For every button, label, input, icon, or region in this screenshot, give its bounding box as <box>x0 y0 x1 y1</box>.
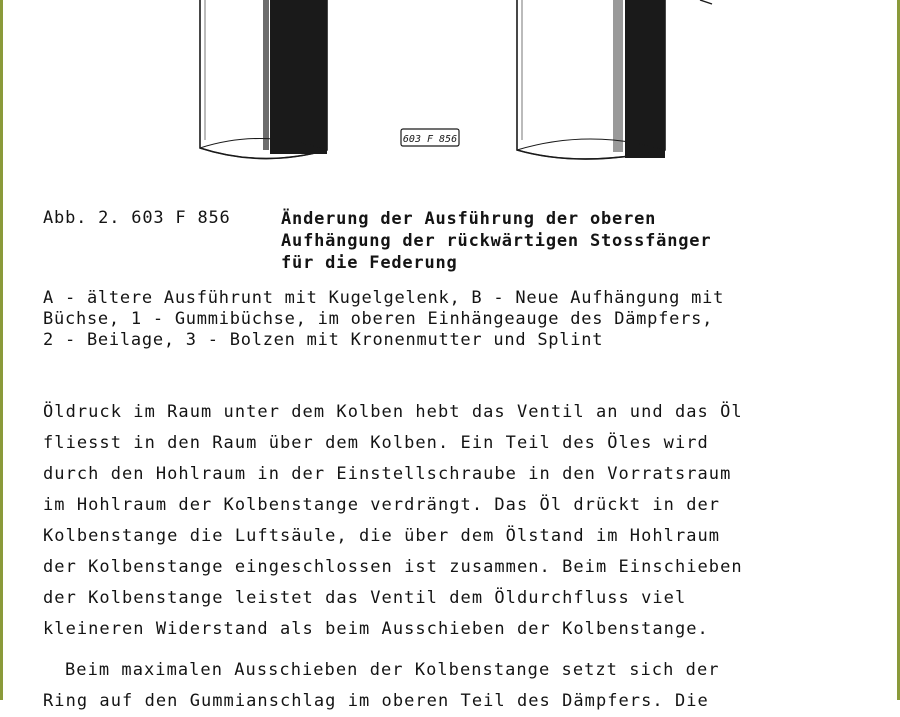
figure-label-text: 603 F 856 <box>402 134 458 145</box>
paragraph-line: der Kolbenstange eingeschlossen ist zusammen. Beim Einschieben <box>43 557 743 577</box>
cylinder-left <box>200 0 327 159</box>
paragraph-line: im Hohlraum der Kolbenstange verdrängt. Das Öl drückt in der <box>43 495 721 515</box>
paragraph-line: Ring auf den Gummianschlag im oberen Teil des Dämpfers. Die <box>43 691 709 711</box>
legend-line: A - ältere Ausführunt mit Kugelgelenk, B - Neue Aufhängung mit <box>43 288 725 308</box>
paragraph-line: kleineren Widerstand als beim Ausschieben der Kolbenstange. <box>43 619 709 639</box>
figure-title-line: Änderung der Ausführung der oberen <box>281 209 657 229</box>
legend-line: 2 - Beilage, 3 - Bolzen mit Kronenmutter und Splint <box>43 330 604 350</box>
legend-line: Büchse, 1 - Gummibüchse, im oberen Einhängeauge des Dämpfers, <box>43 309 714 329</box>
figure-number: Abb. 2. 603 F 856 <box>43 208 231 228</box>
body-text <box>43 397 743 717</box>
paragraph-line: der Kolbenstange leistet das Ventil dem Öldurchfluss viel <box>43 588 687 608</box>
paragraph-line: durch den Hohlraum in der Einstellschraube in den Vorratsraum <box>43 464 732 484</box>
cylinder-right <box>517 0 712 159</box>
figure-title-line: für die Federung <box>281 253 458 273</box>
paragraph-line: Öldruck im Raum unter dem Kolben hebt das Ventil an und das Öl <box>43 402 743 422</box>
figure-label <box>401 129 459 146</box>
paragraph-line: fliesst in den Raum über dem Kolben. Ein Teil des Öles wird <box>43 433 709 453</box>
figure-title-line: Aufhängung der rückwärtigen Stossfänger <box>281 231 712 251</box>
figure-title <box>281 208 711 274</box>
shock-absorber-drawing <box>0 0 900 175</box>
paragraph-line: Beim maximalen Ausschieben der Kolbenstange setzt sich der <box>65 660 720 680</box>
figure-legend <box>43 288 724 351</box>
figure-illustration <box>0 0 900 175</box>
paragraph-line: Kolbenstange die Luftsäule, die über dem Ölstand im Hohlraum <box>43 526 721 546</box>
